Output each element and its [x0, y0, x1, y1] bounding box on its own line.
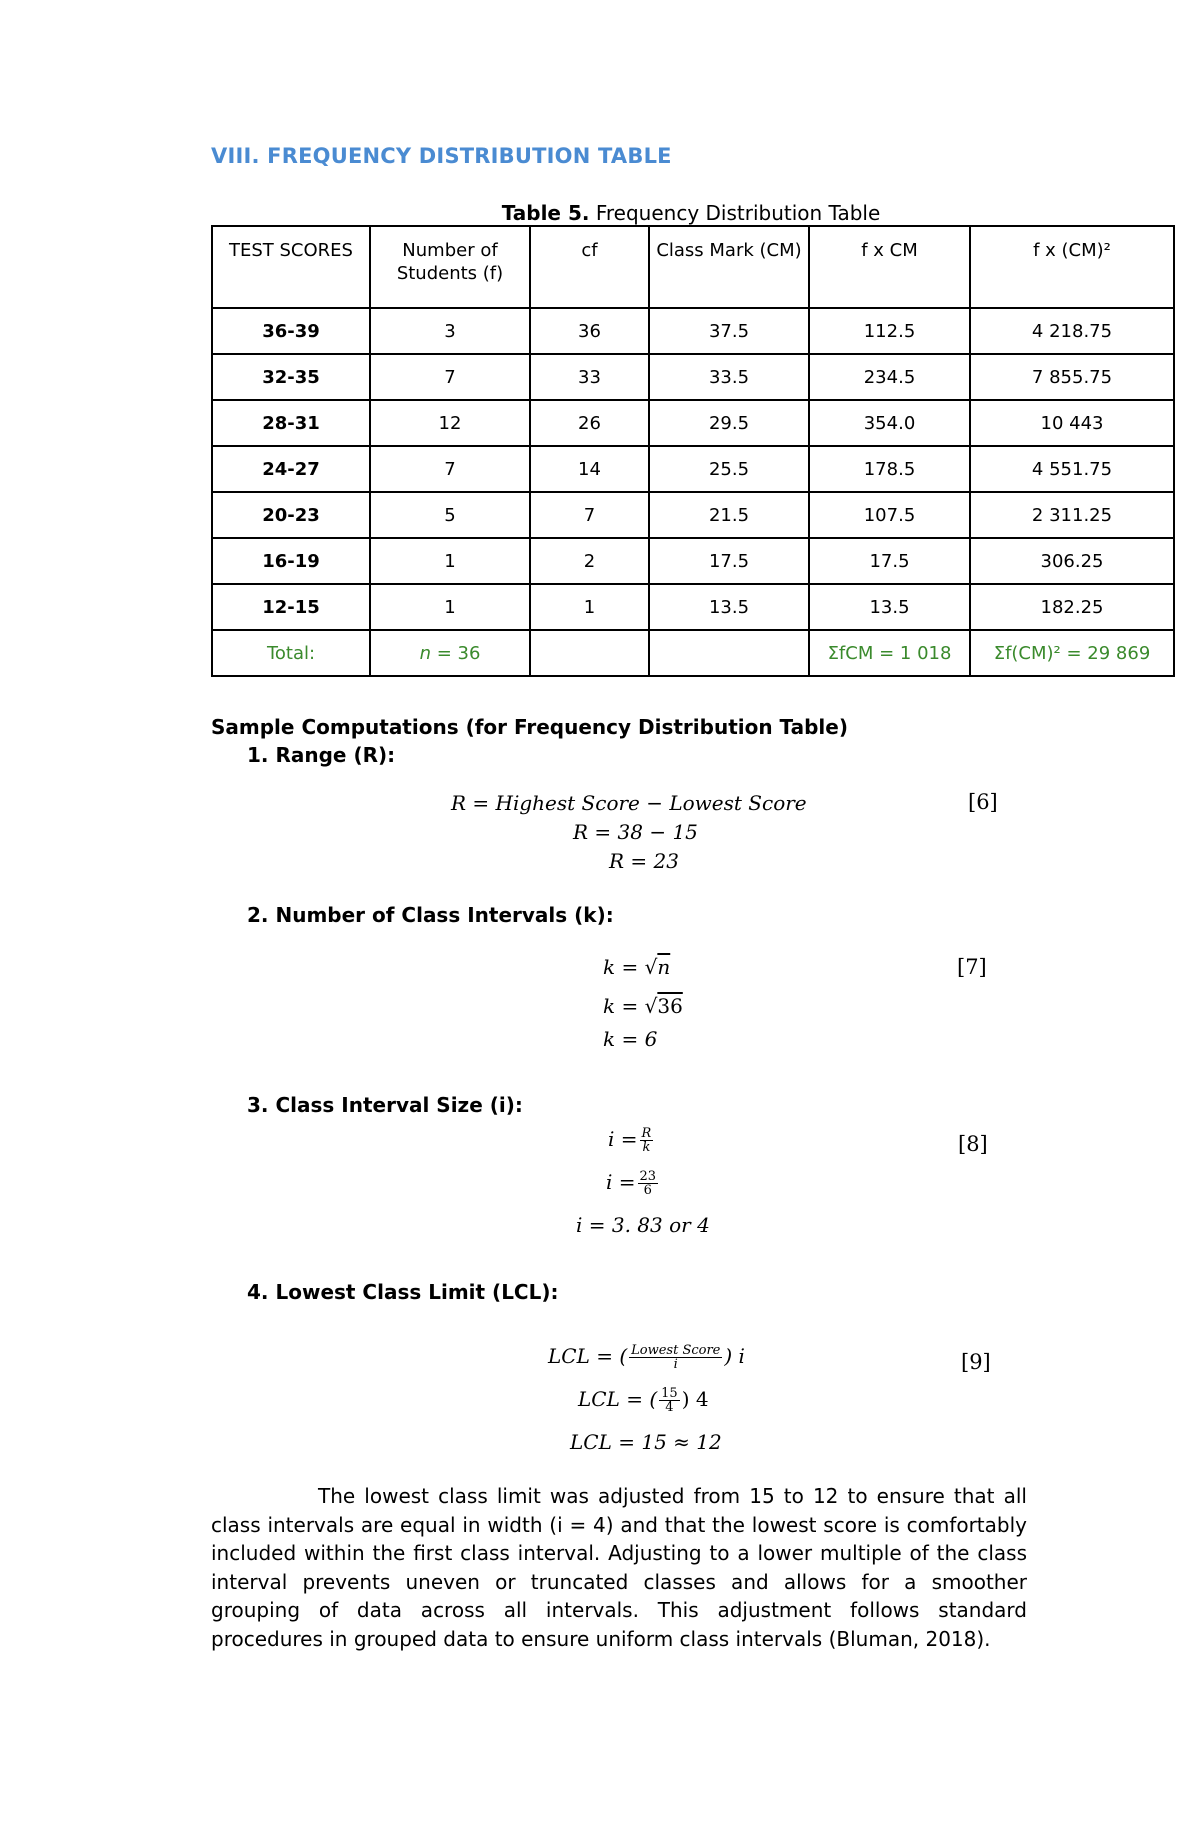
cell-test-scores: 32-35 [212, 354, 370, 400]
section-heading: VIII. FREQUENCY DISTRIBUTION TABLE [211, 144, 672, 168]
step-range-label: 1. Range (R): [247, 743, 396, 767]
cell-cf: 14 [530, 446, 649, 492]
eq-lcl-line2 [578, 1387, 709, 1414]
eq-intervals-line3 [603, 1027, 657, 1051]
total-sum-fcm: ΣfCM = 1 018 [809, 630, 970, 676]
table-row [212, 400, 1174, 446]
eq-lcl-line1-rhs: ) i [724, 1344, 745, 1368]
cell-fxcm: 178.5 [809, 446, 970, 492]
computations-title: Sample Computations (for Frequency Distribution Table) [211, 715, 848, 739]
cell-test-scores: 20-23 [212, 492, 370, 538]
total-empty-cm [649, 630, 809, 676]
total-empty-cf [530, 630, 649, 676]
eq-range-line3-text: R = 23 [609, 849, 679, 873]
n-symbol: n [419, 642, 431, 664]
eq-size-line2 [606, 1170, 660, 1197]
step-size-label: 3. Class Interval Size (i): [247, 1093, 523, 1117]
frequency-distribution-table [211, 225, 1175, 677]
cell-cm: 37.5 [649, 308, 809, 354]
cell-cm: 21.5 [649, 492, 809, 538]
header-f-x-cm: f x CM [809, 226, 970, 308]
cell-cm: 33.5 [649, 354, 809, 400]
eq-intervals-line2-lhs: k = √ [603, 994, 658, 1018]
cell-f: 7 [370, 446, 530, 492]
frac-num: 23 [639, 1169, 657, 1184]
n-value: = 36 [430, 642, 481, 664]
eq-size-line1-lhs: i = [608, 1127, 638, 1151]
cell-cm: 29.5 [649, 400, 809, 446]
eq-lcl-line3 [570, 1430, 722, 1454]
cell-f: 3 [370, 308, 530, 354]
eq-range-line2 [573, 820, 698, 844]
fraction-r-over-k [640, 1127, 654, 1154]
ref-8: [8] [958, 1132, 988, 1156]
cell-test-scores: 36-39 [212, 308, 370, 354]
cell-fxcm2: 4 218.75 [970, 308, 1174, 354]
table-total-row [212, 630, 1174, 676]
header-cf: cf [530, 226, 649, 308]
eq-intervals-line1-lhs: k = √ [603, 955, 658, 979]
eq-range-line3 [609, 849, 679, 873]
eq-intervals-line1-radicand: n [657, 955, 671, 979]
cell-fxcm: 354.0 [809, 400, 970, 446]
table-row [212, 354, 1174, 400]
eq-range-line2-text: R = 38 − 15 [573, 820, 698, 844]
eq-lcl-line2-lhs: LCL = ( [578, 1387, 658, 1411]
eq-intervals-line1 [603, 955, 670, 979]
ref-6: [6] [968, 790, 998, 814]
table-caption-label: Table 5. [501, 201, 590, 225]
ref-9: [9] [961, 1350, 991, 1374]
table-row [212, 492, 1174, 538]
fraction-23-over-6 [638, 1170, 659, 1197]
eq-lcl-line2-rhs: ) 4 [681, 1387, 709, 1411]
cell-cf: 33 [530, 354, 649, 400]
eq-intervals-line2-radicand: 36 [657, 994, 683, 1018]
eq-size-line2-lhs: i = [606, 1170, 636, 1194]
frac-den: k [642, 1140, 651, 1155]
cell-cm: 17.5 [649, 538, 809, 584]
eq-intervals-line2 [603, 994, 683, 1018]
eq-lcl-line1-lhs: LCL = ( [548, 1344, 628, 1368]
header-f-x-cm-squared: f x (CM)² [970, 226, 1174, 308]
cell-fxcm: 234.5 [809, 354, 970, 400]
explanation-paragraph: The lowest class limit was adjusted from 15 to 12 to ensure that all class intervals are equal in width (i = 4) and that the lowest score is comfortably included within the first class interval. Adjusting to a lower multiple of the class interval prevents uneven or truncated classes and allows for a smoother grouping of data across all intervals. This adjustment follows standard procedures in grouped data to ensure uniform class intervals (Bluman, 2018). [211, 1484, 1027, 1651]
total-n [370, 630, 530, 676]
eq-range-line1 [451, 791, 807, 815]
eq-size-line1 [608, 1127, 655, 1154]
frac-num: R [641, 1126, 652, 1141]
table-row [212, 584, 1174, 630]
cell-f: 7 [370, 354, 530, 400]
header-class-mark: Class Mark (CM) [649, 226, 809, 308]
eq-size-line3 [576, 1213, 710, 1237]
cell-fxcm: 112.5 [809, 308, 970, 354]
fraction-lowest-score-over-i [629, 1344, 722, 1371]
cell-cm: 25.5 [649, 446, 809, 492]
cell-cf: 1 [530, 584, 649, 630]
cell-test-scores: 12-15 [212, 584, 370, 630]
table-caption-title: Frequency Distribution Table [595, 201, 881, 225]
table-row [212, 538, 1174, 584]
cell-cm: 13.5 [649, 584, 809, 630]
frac-num: Lowest Score [631, 1343, 721, 1358]
cell-f: 1 [370, 584, 530, 630]
cell-fxcm2: 306.25 [970, 538, 1174, 584]
frac-den: i [673, 1357, 678, 1372]
cell-test-scores: 24-27 [212, 446, 370, 492]
cell-test-scores: 16-19 [212, 538, 370, 584]
table-row [212, 446, 1174, 492]
total-label: Total: [212, 630, 370, 676]
header-number-of-students: Number of Students (f) [370, 226, 530, 308]
cell-fxcm: 107.5 [809, 492, 970, 538]
step-lcl-label: 4. Lowest Class Limit (LCL): [247, 1280, 559, 1304]
table-header-row [212, 226, 1174, 308]
frac-den: 4 [665, 1400, 674, 1415]
eq-lcl-line3-text: LCL = 15 ≈ 12 [570, 1430, 722, 1454]
cell-fxcm2: 10 443 [970, 400, 1174, 446]
cell-cf: 26 [530, 400, 649, 446]
cell-f: 12 [370, 400, 530, 446]
table-row [212, 308, 1174, 354]
cell-fxcm2: 182.25 [970, 584, 1174, 630]
table-caption [211, 201, 1171, 225]
frac-num: 15 [661, 1386, 678, 1401]
cell-cf: 36 [530, 308, 649, 354]
eq-range-line1-text: R = Highest Score − Lowest Score [451, 791, 807, 815]
cell-fxcm2: 2 311.25 [970, 492, 1174, 538]
eq-intervals-line3-text: k = 6 [603, 1027, 658, 1051]
eq-size-line3-text: i = 3. 83 or 4 [576, 1213, 710, 1237]
cell-test-scores: 28-31 [212, 400, 370, 446]
eq-lcl-line1 [548, 1344, 745, 1371]
cell-fxcm: 13.5 [809, 584, 970, 630]
cell-f: 5 [370, 492, 530, 538]
frac-den: 6 [643, 1183, 652, 1198]
ref-7: [7] [957, 955, 987, 979]
fraction-15-over-4 [659, 1387, 680, 1414]
cell-cf: 7 [530, 492, 649, 538]
cell-fxcm2: 4 551.75 [970, 446, 1174, 492]
cell-f: 1 [370, 538, 530, 584]
cell-fxcm2: 7 855.75 [970, 354, 1174, 400]
header-test-scores: TEST SCORES [212, 226, 370, 308]
step-intervals-label: 2. Number of Class Intervals (k): [247, 903, 614, 927]
cell-cf: 2 [530, 538, 649, 584]
cell-fxcm: 17.5 [809, 538, 970, 584]
total-sum-fcm2: Σf(CM)² = 29 869 [970, 630, 1174, 676]
